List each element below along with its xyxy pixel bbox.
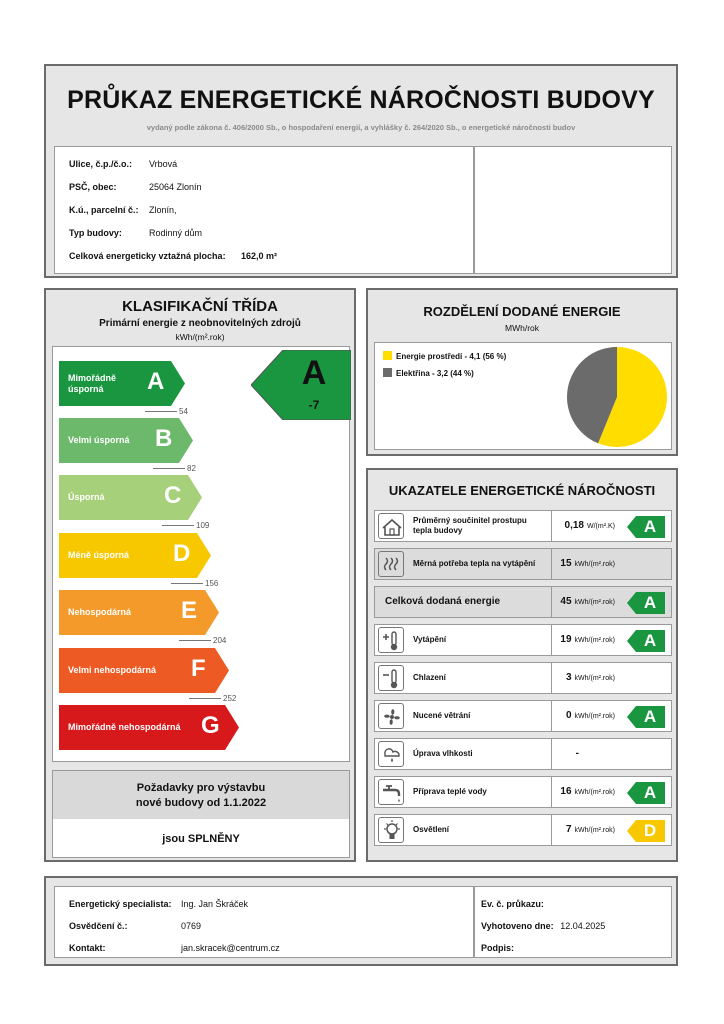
specialist-box bbox=[54, 886, 474, 958]
area-row bbox=[69, 251, 278, 261]
indicator-name: Měrná potřeba tepla na vytápění bbox=[413, 559, 536, 568]
legend-label: Elektřina - 3,2 (44 %) bbox=[396, 369, 474, 378]
class-letter: D bbox=[173, 540, 191, 567]
threshold-mark bbox=[171, 579, 218, 588]
row-divider bbox=[551, 511, 552, 541]
indicator-value bbox=[560, 786, 615, 797]
indicator-row bbox=[374, 738, 672, 770]
distribution-unit: MWh/rok bbox=[505, 323, 539, 333]
type-label: Typ budovy: bbox=[69, 228, 122, 238]
indicator-unit: kWh/(m².rok) bbox=[574, 675, 615, 682]
building-photo-box bbox=[474, 146, 672, 274]
legend-swatch bbox=[383, 368, 392, 377]
indicator-name: Vytápění bbox=[413, 635, 447, 644]
row-divider bbox=[551, 777, 552, 807]
threshold-value: 54 bbox=[179, 407, 188, 416]
footer-panel bbox=[44, 876, 678, 966]
indicator-row bbox=[374, 624, 672, 656]
indicator-name: Příprava teplé vody bbox=[413, 787, 487, 796]
issued-row bbox=[481, 921, 605, 931]
bulb-icon bbox=[378, 817, 404, 843]
indicator-row bbox=[374, 586, 672, 618]
indicators-title: UKAZATELE ENERGETICKÉ NÁROČNOSTI bbox=[388, 483, 656, 498]
grade-badge bbox=[627, 782, 665, 804]
requirements-box bbox=[52, 770, 350, 858]
faucet-icon bbox=[378, 779, 404, 805]
class-row-a bbox=[59, 361, 185, 406]
grade-badge bbox=[627, 706, 665, 728]
specialist-row bbox=[69, 899, 172, 909]
indicator-unit: kWh/(m².rok) bbox=[574, 713, 615, 720]
contact-value: jan.skracek@centrum.cz bbox=[181, 943, 280, 953]
threshold-value: 156 bbox=[205, 579, 219, 588]
psc-value: 25064 Zlonín bbox=[149, 182, 202, 192]
requirements-line1: Požadavky pro výstavbu bbox=[136, 782, 266, 794]
ku-value: Zlonín, bbox=[149, 205, 177, 215]
grade-badge bbox=[627, 516, 665, 538]
indicator-number: 16 bbox=[560, 786, 572, 797]
class-row-f bbox=[59, 648, 229, 693]
grade-letter: A bbox=[643, 631, 657, 650]
class-row-c bbox=[59, 475, 202, 520]
grade-letter: A bbox=[643, 707, 657, 726]
class-label: Nehospodárná bbox=[68, 607, 132, 617]
grade-letter: D bbox=[643, 821, 657, 840]
grade-badge bbox=[627, 592, 665, 614]
class-label: Velmi úsporná bbox=[68, 435, 130, 445]
address-box bbox=[54, 146, 474, 274]
indicator-name: Úprava vlhkosti bbox=[413, 749, 473, 758]
humidity-icon bbox=[378, 741, 404, 767]
class-label: Mimořádně úsporná bbox=[68, 372, 117, 394]
grade-letter: A bbox=[643, 517, 657, 536]
indicator-value bbox=[566, 824, 615, 835]
result-value: -7 bbox=[308, 398, 320, 412]
indicator-value bbox=[560, 558, 615, 569]
indicator-row bbox=[374, 510, 672, 542]
class-row-e bbox=[59, 590, 219, 635]
class-row-b bbox=[59, 418, 193, 463]
grade-letter: A bbox=[643, 593, 657, 612]
certificate-box bbox=[474, 886, 672, 958]
issued-label: Vyhotoveno dne: bbox=[481, 921, 554, 931]
row-divider bbox=[551, 701, 552, 731]
sign-label-text: Podpis: bbox=[481, 943, 514, 953]
indicator-unit: kWh/(m².rok) bbox=[574, 599, 615, 606]
grade-badge bbox=[627, 820, 665, 842]
legend-label: Energie prostředí - 4,1 (56 %) bbox=[396, 352, 507, 361]
grade-letter: A bbox=[643, 783, 657, 802]
specialist-value: Ing. Jan Škráček bbox=[181, 899, 249, 909]
indicator-unit: kWh/(m².rok) bbox=[574, 827, 615, 834]
indicator-number: 15 bbox=[560, 558, 572, 569]
issued-value: 12.04.2025 bbox=[560, 921, 606, 931]
indicator-unit: W/(m².K) bbox=[587, 523, 615, 530]
class-letter: G bbox=[201, 712, 220, 739]
class-scale bbox=[52, 346, 350, 762]
thermometer-plus-icon bbox=[378, 627, 404, 653]
classification-title: KLASIFIKAČNÍ TŘÍDA bbox=[122, 298, 278, 315]
result-marker bbox=[251, 350, 351, 420]
row-divider bbox=[551, 625, 552, 655]
indicator-name: Průměrný součinitel prostupu tepla budovy bbox=[413, 516, 527, 535]
type-row bbox=[69, 228, 203, 238]
indicator-number: - bbox=[575, 748, 579, 759]
class-label: Méně úsporná bbox=[68, 550, 130, 560]
indicator-number: 3 bbox=[565, 672, 572, 683]
threshold-line bbox=[162, 525, 194, 526]
threshold-mark bbox=[145, 407, 188, 416]
header-panel bbox=[44, 64, 678, 278]
contact-row bbox=[69, 943, 106, 953]
indicator-number: 0 bbox=[565, 710, 572, 721]
class-letter: A bbox=[147, 368, 165, 395]
indicator-value bbox=[560, 596, 615, 607]
legend-swatch bbox=[383, 351, 392, 360]
threshold-value: 252 bbox=[223, 694, 237, 703]
class-letter: F bbox=[191, 655, 206, 682]
indicator-row bbox=[374, 700, 672, 732]
threshold-line bbox=[189, 698, 221, 699]
psc-label: PSČ, obec: bbox=[69, 182, 117, 192]
indicator-number: 19 bbox=[560, 634, 572, 645]
area-value: 162,0 m² bbox=[241, 251, 278, 261]
street-row bbox=[69, 159, 178, 169]
indicator-value bbox=[565, 520, 615, 531]
type-value: Rodinný dům bbox=[149, 228, 203, 238]
ev-label-text: Ev. č. průkazu: bbox=[481, 899, 544, 909]
threshold-mark bbox=[189, 694, 236, 703]
threshold-line bbox=[145, 411, 177, 412]
indicator-value bbox=[560, 634, 615, 645]
distribution-box bbox=[374, 342, 672, 450]
indicator-name: Nucené větrání bbox=[413, 711, 471, 720]
fan-icon bbox=[378, 703, 404, 729]
row-divider bbox=[551, 815, 552, 845]
indicator-unit: kWh/(m².rok) bbox=[574, 637, 615, 644]
class-row-g bbox=[59, 705, 239, 750]
indicator-number: 7 bbox=[565, 824, 572, 835]
class-row-d bbox=[59, 533, 211, 578]
indicator-number: 0,18 bbox=[564, 520, 584, 531]
indicator-name: Osvětlení bbox=[413, 825, 450, 834]
classification-unit: kWh/(m².rok) bbox=[175, 332, 225, 342]
threshold-mark bbox=[179, 636, 226, 645]
row-divider bbox=[551, 663, 552, 693]
specialist-label: Energetický specialista: bbox=[69, 899, 172, 909]
indicator-number: 45 bbox=[560, 596, 572, 607]
threshold-mark bbox=[162, 521, 209, 530]
indicator-name: Chlazení bbox=[413, 673, 446, 682]
indicator-unit: kWh/(m².rok) bbox=[574, 561, 615, 568]
indicator-unit: kWh/(m².rok) bbox=[574, 789, 615, 796]
street-value: Vrbová bbox=[149, 159, 178, 169]
requirements-line2: nové budovy od 1.1.2022 bbox=[135, 797, 267, 809]
indicator-row bbox=[374, 548, 672, 580]
legend-item-environment bbox=[383, 351, 506, 361]
row-divider bbox=[551, 739, 552, 769]
house-icon bbox=[378, 513, 404, 539]
area-label: Celková energeticky vztažná plocha: bbox=[69, 251, 226, 261]
distribution-title: ROZDĚLENÍ DODANÉ ENERGIE bbox=[423, 304, 621, 319]
class-letter: B bbox=[155, 425, 173, 452]
threshold-value: 82 bbox=[187, 464, 196, 473]
threshold-value: 204 bbox=[213, 636, 227, 645]
heat-waves-icon bbox=[378, 551, 404, 577]
ev-label bbox=[481, 899, 544, 909]
class-letter: E bbox=[181, 597, 198, 624]
ku-label: K.ú., parcelní č.: bbox=[69, 205, 139, 215]
contact-label: Kontakt: bbox=[69, 943, 106, 953]
result-letter: A bbox=[301, 354, 327, 392]
row-divider bbox=[551, 587, 552, 617]
page-title: PRŮKAZ ENERGETICKÉ NÁROČNOSTI BUDOVY bbox=[67, 86, 655, 114]
indicator-value bbox=[566, 672, 615, 683]
indicator-row bbox=[374, 776, 672, 808]
indicators-panel bbox=[366, 468, 678, 862]
street-label: Ulice, č.p./č.o.: bbox=[69, 159, 133, 169]
class-label: Mimořádně nehospodárná bbox=[68, 722, 181, 732]
threshold-value: 109 bbox=[196, 521, 210, 530]
threshold-line bbox=[179, 640, 211, 641]
threshold-line bbox=[153, 468, 185, 469]
indicator-value bbox=[566, 710, 615, 721]
ku-row bbox=[69, 205, 177, 215]
indicator-row bbox=[374, 814, 672, 846]
threshold-mark bbox=[153, 464, 196, 473]
class-label: Úsporná bbox=[68, 492, 105, 502]
cert-label: Osvědčení č.: bbox=[69, 921, 128, 931]
class-letter: C bbox=[164, 482, 182, 509]
thermometer-minus-icon bbox=[378, 665, 404, 691]
cert-value: 0769 bbox=[181, 921, 202, 931]
class-label: Velmi nehospodárná bbox=[68, 665, 157, 675]
indicator-row bbox=[374, 662, 672, 694]
classification-panel bbox=[44, 288, 356, 862]
row-divider bbox=[551, 549, 552, 579]
indicator-value bbox=[576, 748, 579, 759]
classification-subtitle: Primární energie z neobnovitelných zdrojů bbox=[99, 318, 301, 329]
page-subtitle: vydaný podle zákona č. 406/2000 Sb., o hospodaření energií, a vyhlášky č. 264/2020 Sb., o energetické náročnosti budov bbox=[146, 123, 576, 132]
pie-chart bbox=[565, 345, 669, 449]
sign-label bbox=[481, 943, 514, 953]
cert-row bbox=[69, 921, 128, 931]
grade-badge bbox=[627, 630, 665, 652]
distribution-panel bbox=[366, 288, 678, 456]
psc-row bbox=[69, 182, 202, 192]
legend-item-electricity bbox=[383, 368, 474, 378]
requirements-header bbox=[53, 771, 349, 819]
requirements-result: jsou SPLNĚNY bbox=[162, 833, 240, 845]
indicator-name: Celková dodaná energie bbox=[385, 596, 501, 607]
threshold-line bbox=[171, 583, 203, 584]
